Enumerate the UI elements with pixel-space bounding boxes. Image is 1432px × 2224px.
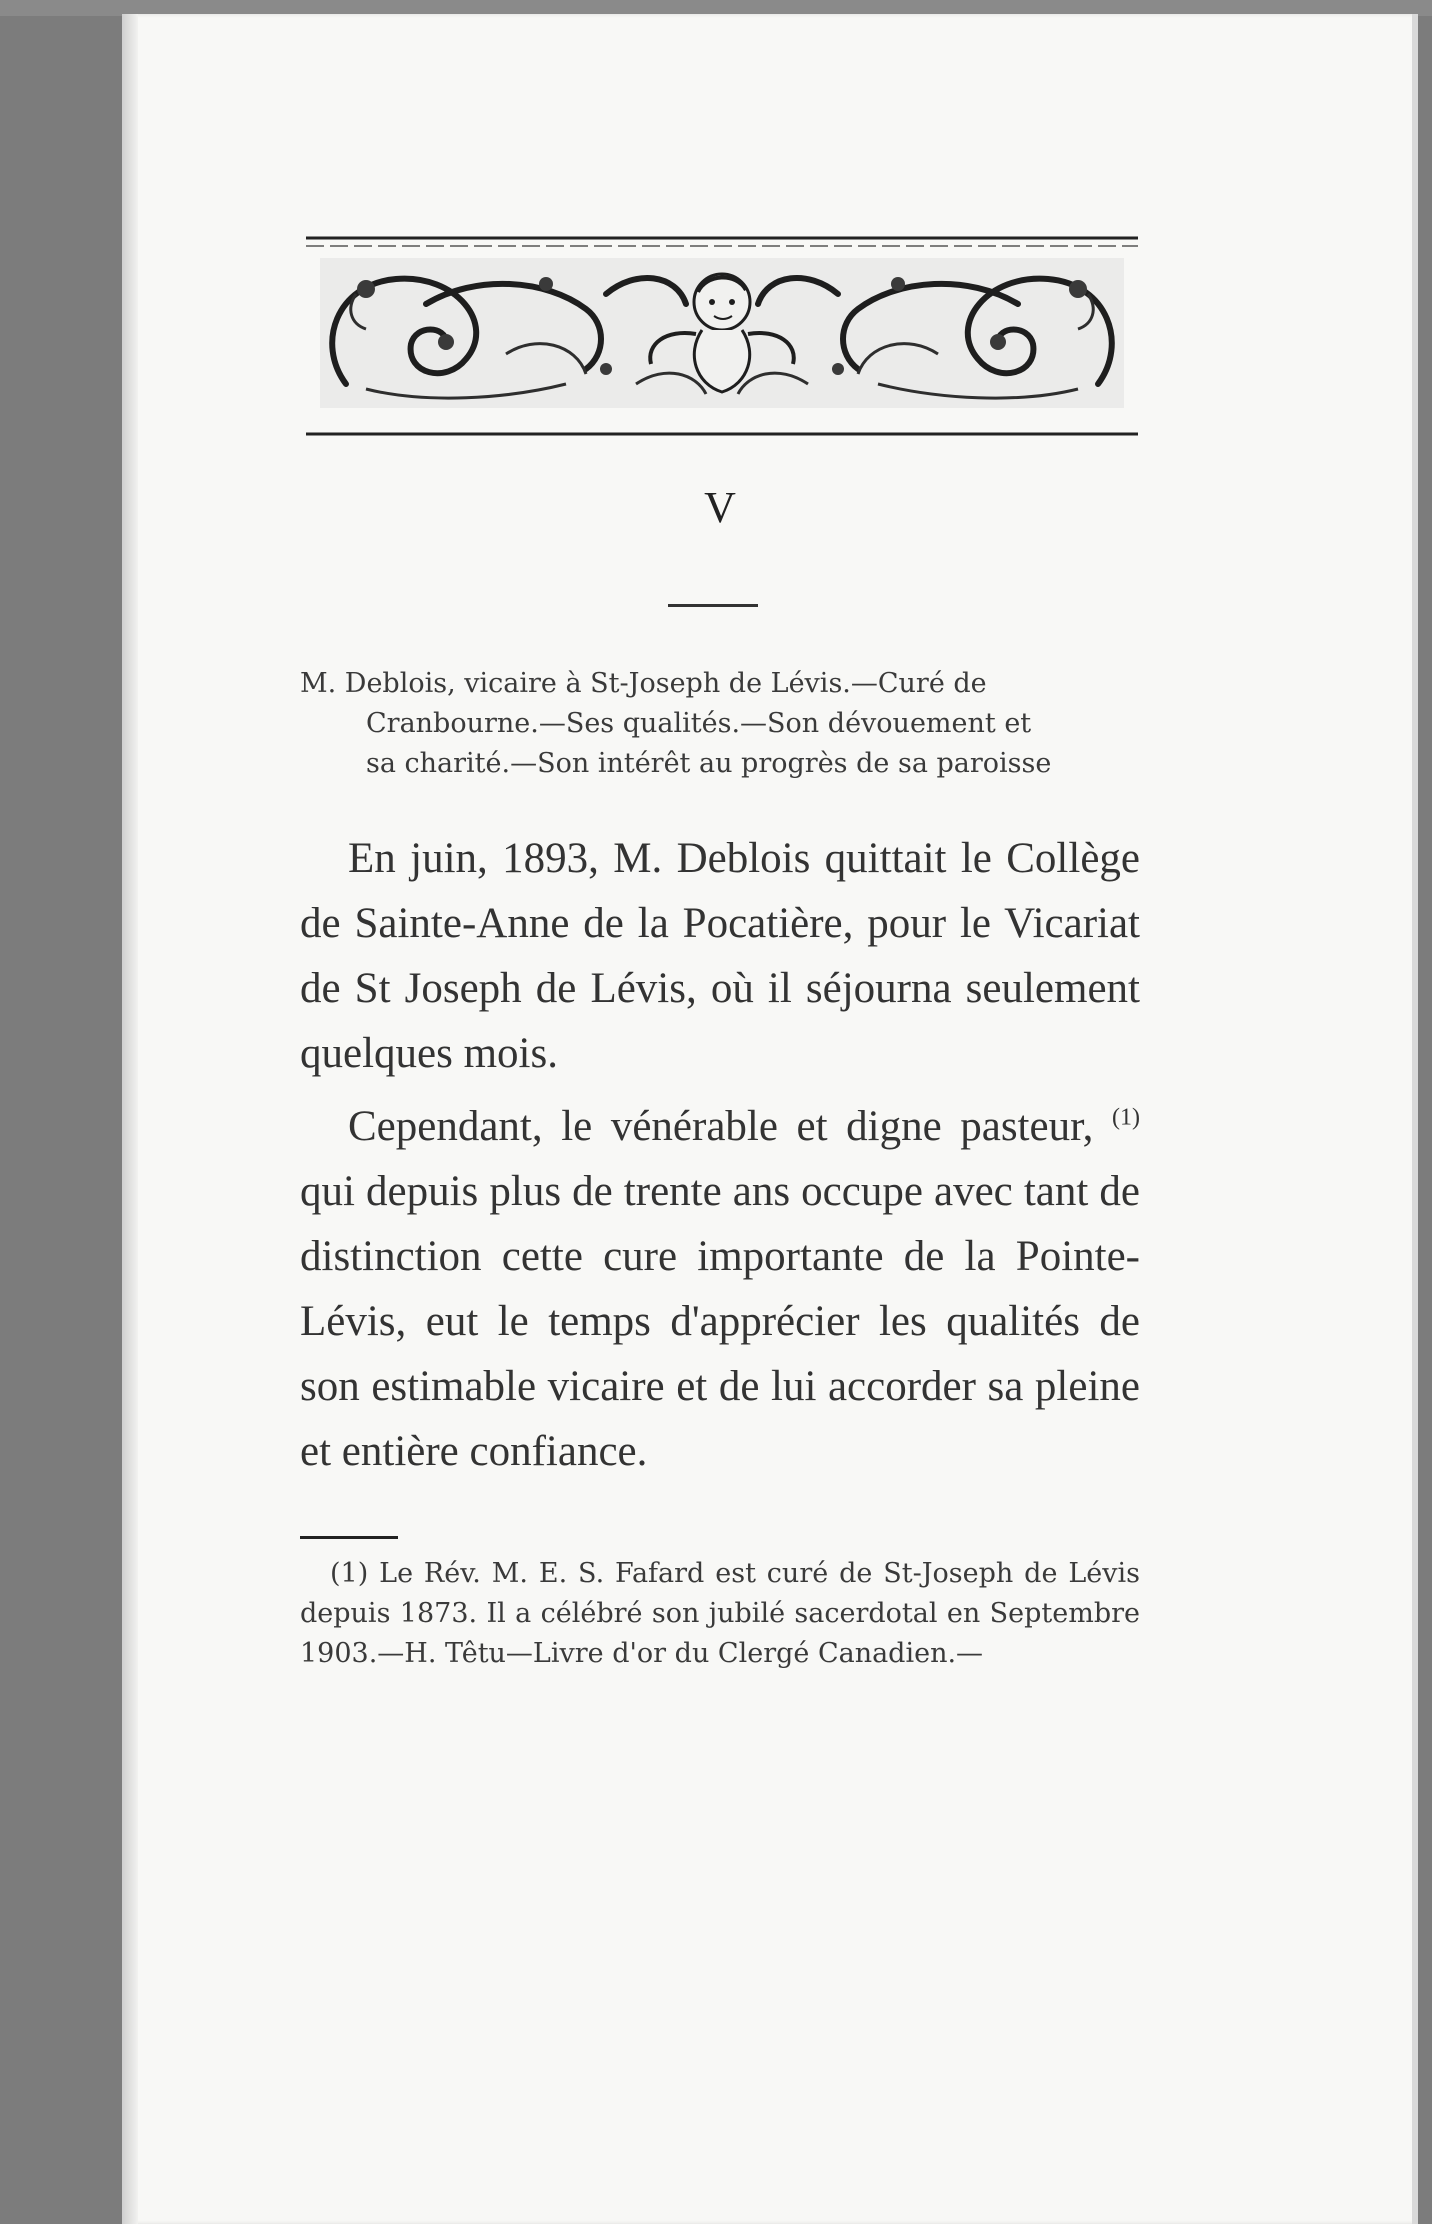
footnote-rule <box>300 1536 398 1539</box>
paragraph: En juin, 1893, M. Deblois quittait le Collège de Sainte-Anne de la Pocatière, pour le Vicariat de St Joseph de Lévis, où il séjourna seulement quelques mois. <box>300 835 1140 1077</box>
chapter-summary <box>300 664 1140 784</box>
body-text <box>300 826 1140 1484</box>
headpiece-ornament <box>306 234 1138 439</box>
paragraph-text: qui depuis plus de trente ans occupe avec tant de distinction cette cure importante de la Pointe-Lévis, eut le temps d'apprécier les qualités de son estimable vicaire et de lui accorder sa pleine et entière confiance. <box>300 1168 1140 1475</box>
book-page <box>122 14 1418 2224</box>
footnote-marker: (1) <box>1112 1104 1140 1131</box>
footnote: (1) Le Rév. M. E. S. Fafard est curé de St-Joseph de Lévis depuis 1873. Il a célébré son jubilé sacerdotal en Septembre 1903.—H. Têtu—Livre d'or du Clergé Canadien.— <box>300 1558 1140 1669</box>
chapter-rule <box>668 604 758 607</box>
paragraph <box>300 1094 1140 1484</box>
paragraph-text: Cependant, le vénérable et digne pasteur, <box>348 1103 1094 1150</box>
summary-line: M. Deblois, vicaire à St-Joseph de Lévis.—Curé de <box>300 668 987 699</box>
page-gutter <box>122 14 138 2224</box>
page-edge <box>1412 14 1418 2224</box>
chapter-number: V <box>704 483 736 532</box>
summary-line: Cranbourne.—Ses qualités.—Son dévouement et <box>366 708 1032 739</box>
summary-line: sa charité.—Son intérêt au progrès de sa paroisse <box>366 748 1052 779</box>
